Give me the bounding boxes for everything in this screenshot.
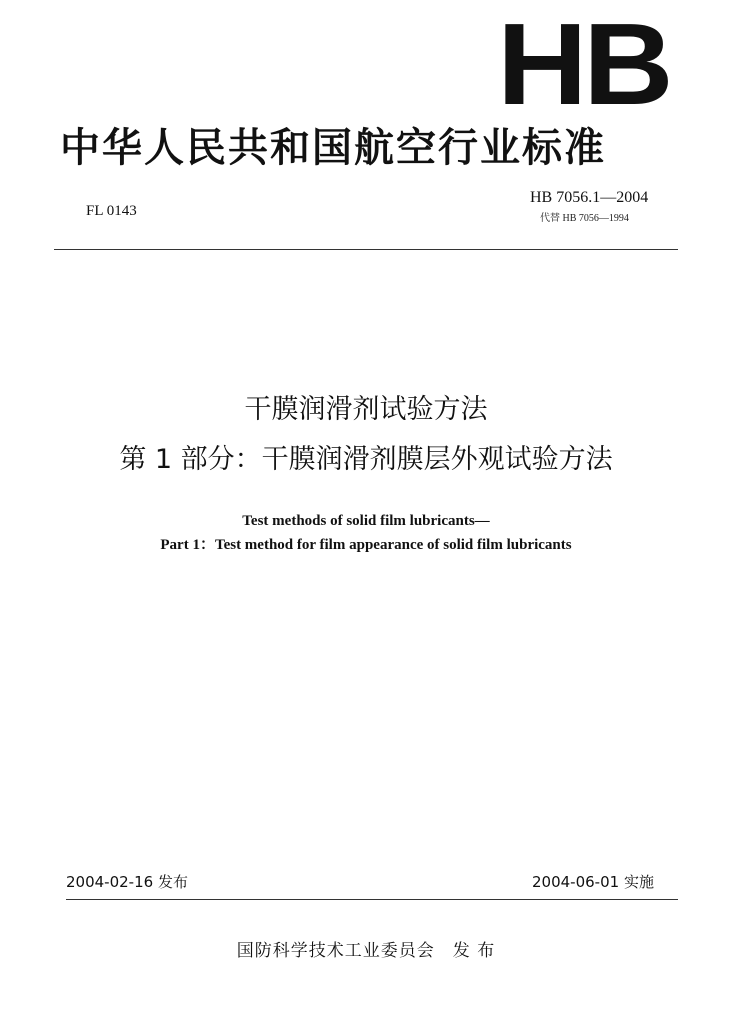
footer-divider [66,899,678,900]
replaces-note: 代替 HB 7056—1994 [540,213,629,224]
standard-number: HB 7056.1—2004 [530,189,649,206]
english-title-line-2: Part 1：Test method for film appearance of solid film lubricants [160,537,572,553]
standard-category-title: 中华人民共和国航空行业标准 [60,125,606,171]
implementation-date: 2004-06-01 实施 [532,873,654,891]
hb-logo: HB [497,0,670,129]
chinese-title-line-1: 干膜润滑剂试验方法 [244,394,488,425]
issuing-authority: 国防科学技术工业委员会 发 布 [236,941,496,961]
header-divider [54,249,678,250]
classification-code: FL 0143 [86,203,137,219]
issue-date: 2004-02-16 发布 [66,873,188,891]
english-title-line-1: Test methods of solid film lubricants— [242,513,490,529]
chinese-title-line-2: 第 1 部分：干膜润滑剂膜层外观试验方法 [119,444,613,475]
